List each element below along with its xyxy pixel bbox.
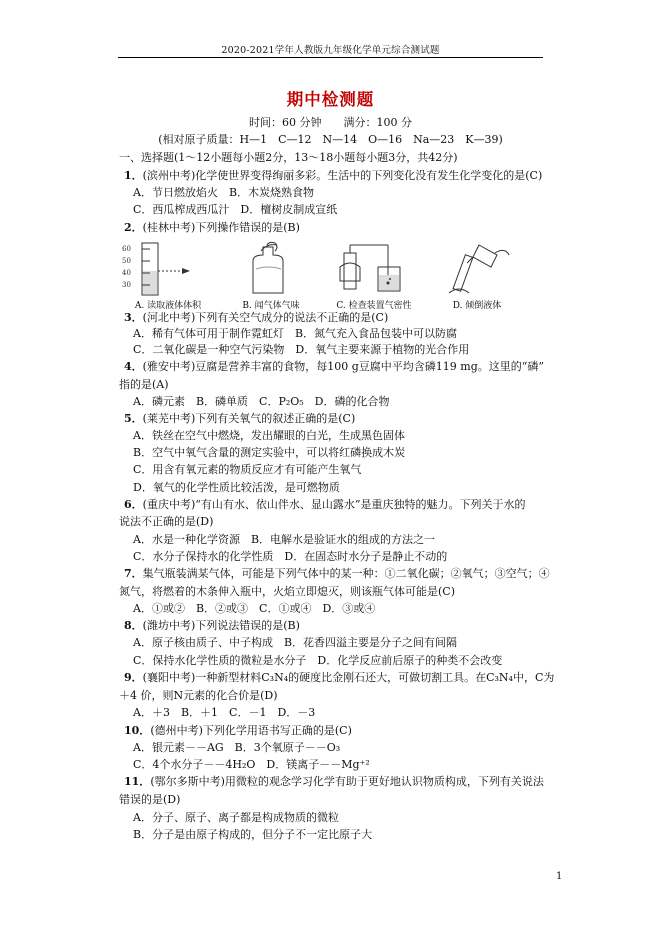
q11-stem-2: 错误的是(D) xyxy=(119,793,181,806)
q11-option-b: B．分子是由原子构成的，但分子不一定比原子大 xyxy=(133,828,373,841)
q10-stem xyxy=(124,724,352,738)
q11-text: (鄂尔多斯中考)用微粒的观念学习化学有助于更好地认识物质构成，下列有关说法 xyxy=(150,775,544,788)
q9-text: (襄阳中考)一种新型材料C₃N₄的硬度比金刚石还大，可做切割工具。在C₃N₄中，C为 xyxy=(142,671,555,684)
tick-30: 30 xyxy=(122,281,131,289)
figure-a xyxy=(120,241,216,311)
page-header: 2020-2021学年人教版九年级化学单元综合测试题 xyxy=(221,45,440,56)
q10-text: (德州中考)下列化学用语书写正确的是(C) xyxy=(150,724,352,737)
tick-50: 50 xyxy=(122,257,131,265)
q5-stem xyxy=(124,412,355,426)
q4-options: A．磷元素 B．磷单质 C．P₂O₅ D．磷的化合物 xyxy=(133,395,390,408)
q9-stem-2: ＋4 价，则N元素的化合价是(D) xyxy=(119,689,278,702)
q9-number: 9． xyxy=(124,671,143,684)
q8-options-cd: C．保持水化学性质的微粒是水分子 D．化学反应前后原子的种类不会改变 xyxy=(133,654,503,667)
q6-text: (重庆中考)“有山有水、依山伴水、显山露水”是重庆独特的魅力。下列关于水的 xyxy=(142,498,526,511)
q2-number: 2． xyxy=(124,221,143,234)
q3-number: 3． xyxy=(124,311,143,324)
q1-options-ab: A．节日燃放焰火 B．木炭烧熟食物 xyxy=(133,186,315,199)
q1-options-cd: C．西瓜榨成西瓜汁 D．檀树皮制成宣纸 xyxy=(133,203,338,216)
q11-option-a: A．分子、原子、离子都是构成物质的微粒 xyxy=(133,811,339,824)
q3-options-cd: C．二氧化碳是一种空气污染物 D．氧气主要来源于植物的光合作用 xyxy=(133,343,470,356)
q5-option-a: A．铁丝在空气中燃烧，发出耀眼的白光，生成黑色固体 xyxy=(133,429,405,442)
q7-stem-2: 氮气，将燃着的木条伸入瓶中，火焰立即熄灭，则该瓶气体可能是(C) xyxy=(119,585,455,598)
caption-c: C. 检查装置气密性 xyxy=(336,301,412,311)
q6-number: 6． xyxy=(124,498,143,511)
caption-b: B. 闻气体气味 xyxy=(242,301,300,311)
caption-a: A. 读取液体体积 xyxy=(134,301,202,311)
q2-stem xyxy=(124,221,300,235)
q4-text: (雅安中考)豆腐是营养丰富的食物，每100 g豆腐中平均含磷119 mg。这里的“磷” xyxy=(142,360,544,373)
airtight-apparatus-icon xyxy=(326,241,422,297)
q5-number: 5． xyxy=(124,412,143,425)
q7-options: A．①或② B．②或③ C．①或④ D．③或④ xyxy=(133,602,376,615)
page-title: 期中检测题 xyxy=(286,90,375,109)
tick-40: 40 xyxy=(122,269,131,277)
q5-option-c: C．用含有氧元素的物质反应才有可能产生氧气 xyxy=(133,463,362,476)
q6-stem xyxy=(124,498,525,512)
exam-time: 时间：60 分钟 满分：100 分 xyxy=(249,116,412,129)
graduated-cylinder-icon xyxy=(120,241,216,297)
q1-number: 1． xyxy=(124,169,143,182)
q7-stem xyxy=(124,567,550,581)
q11-stem xyxy=(124,775,544,789)
q11-number: 11． xyxy=(124,775,151,788)
header-rule xyxy=(118,57,543,58)
q1-text: (滨州中考)化学使世界变得绚丽多彩。生活中的下列变化没有发生化学变化的是(C) xyxy=(142,169,543,182)
q2-figures xyxy=(120,241,520,311)
q2-text: (桂林中考)下列操作错误的是(B) xyxy=(142,221,300,234)
q4-stem-2: 指的是(A) xyxy=(119,378,169,391)
section-heading: 一、选择题(1～12小题每小题2分，13～18小题每小题3分，共42分) xyxy=(119,151,458,164)
q9-options: A．＋3 B．＋1 C．－1 D．－3 xyxy=(133,706,316,719)
q7-number: 7． xyxy=(124,567,143,580)
q5-option-d: D．氧气的化学性质比较活泼，是可燃物质 xyxy=(133,481,340,494)
q8-text: (潍坊中考)下列说法错误的是(B) xyxy=(142,619,300,632)
gas-bottle-icon xyxy=(223,241,319,297)
q6-options-cd: C．水分子保持水的化学性质 D．在固态时水分子是静止不动的 xyxy=(133,550,448,563)
q1-stem xyxy=(124,169,542,183)
tick-60: 60 xyxy=(122,245,131,253)
page-number: 1 xyxy=(556,871,563,882)
q5-option-b: B．空气中氧气含量的测定实验中，可以将红磷换成木炭 xyxy=(133,446,406,459)
q8-number: 8． xyxy=(124,619,143,632)
q9-stem xyxy=(124,671,554,685)
atomic-mass: (相对原子质量：H—1 C—12 N—14 O—16 Na—23 K—39) xyxy=(158,133,503,146)
figure-d xyxy=(429,241,525,311)
q8-options-ab: A．原子核由质子、中子构成 B．花香四溢主要是分子之间有间隔 xyxy=(133,636,458,649)
q7-text: 集气瓶装满某气体，可能是下列气体中的某一种：①二氧化碳；②氧气；③空气；④ xyxy=(142,567,550,580)
q10-options-cd: C．4个水分子－－4H₂O D．镁离子－－Mg⁺² xyxy=(133,758,370,771)
q8-stem xyxy=(124,619,300,633)
q6-stem-2: 说法不正确的是(D) xyxy=(119,515,214,528)
figure-c xyxy=(326,241,422,311)
caption-d: D. 倾倒液体 xyxy=(452,301,502,311)
q10-options-ab: A．银元素－－AG B．3个氧原子－－O₃ xyxy=(133,741,341,754)
q6-options-ab: A．水是一种化学资源 B．电解水是验证水的组成的方法之一 xyxy=(133,533,436,546)
q10-number: 10． xyxy=(124,724,151,737)
q4-stem xyxy=(124,360,544,374)
figure-b xyxy=(223,241,319,311)
q3-stem xyxy=(124,311,388,325)
pouring-liquid-icon xyxy=(429,241,525,297)
q4-number: 4． xyxy=(124,360,143,373)
q3-options-ab: A．稀有气体可用于制作霓虹灯 B．氮气充入食品包装中可以防腐 xyxy=(133,327,458,340)
q3-text: (河北中考)下列有关空气成分的说法不正确的是(C) xyxy=(142,311,389,324)
q5-text: (莱芜中考)下列有关氧气的叙述正确的是(C) xyxy=(142,412,356,425)
